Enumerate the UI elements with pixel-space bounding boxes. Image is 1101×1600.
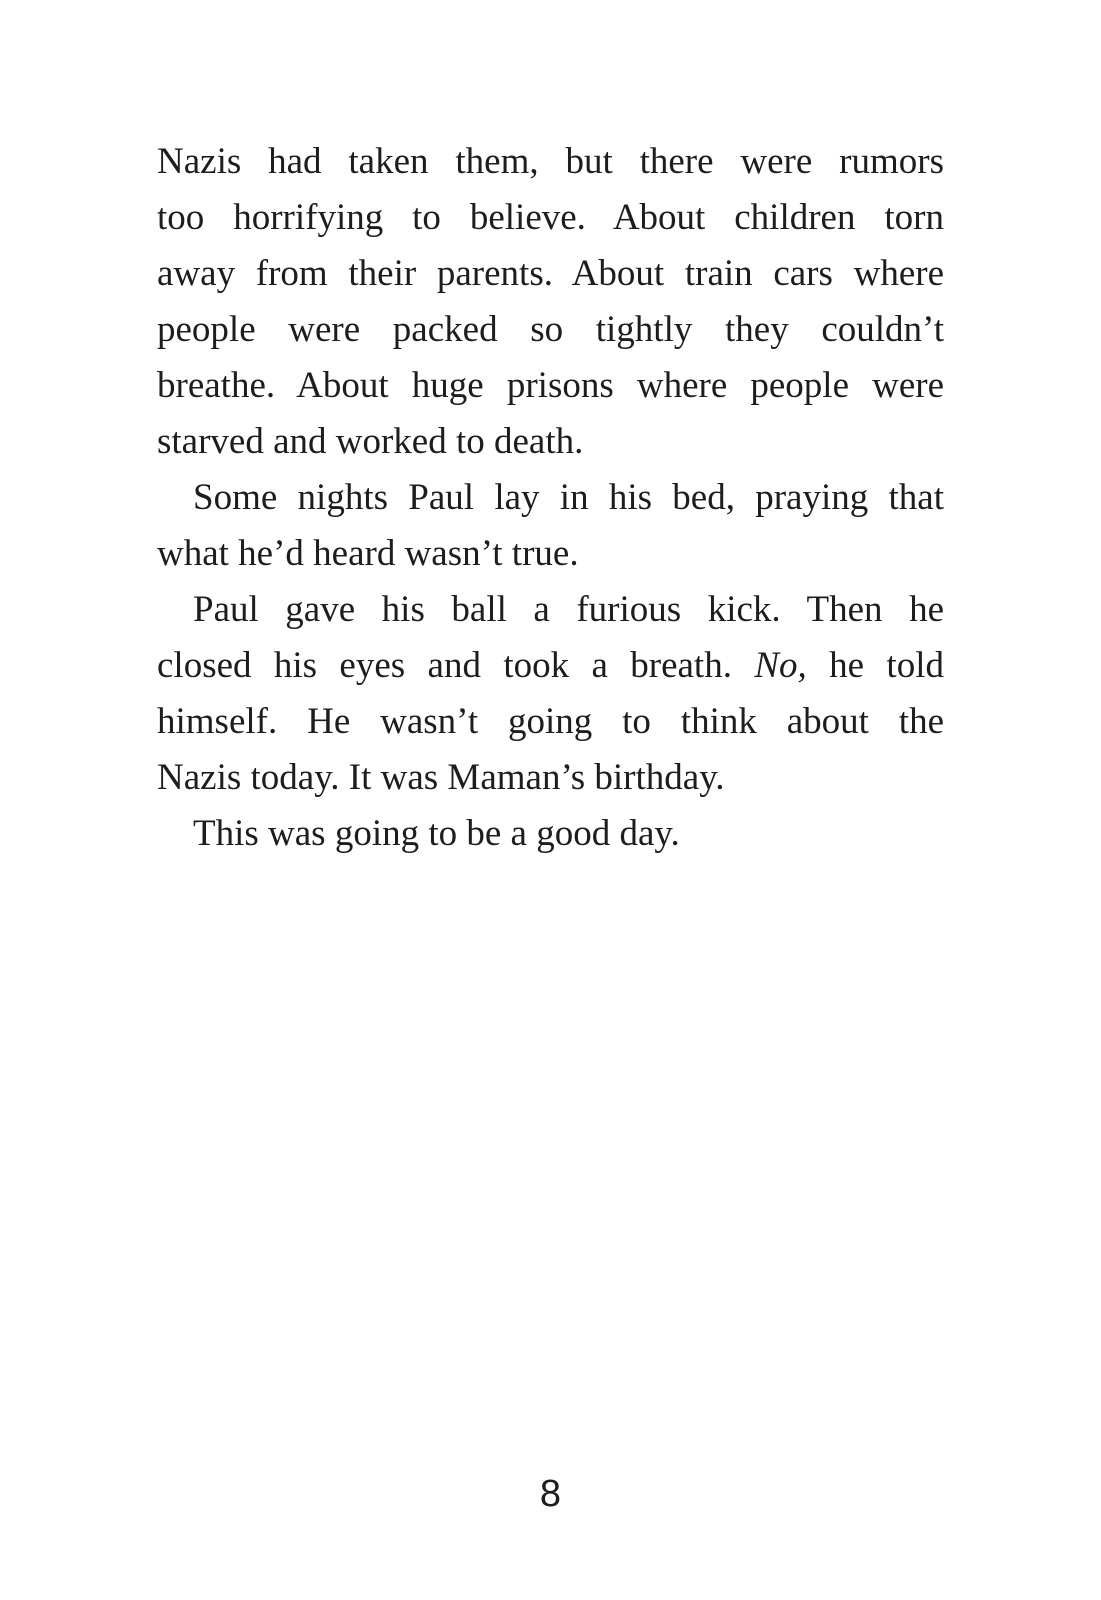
text-line: Nazis had taken them, but there were rumors	[157, 141, 944, 182]
text-line: too horrifying to believe. About children torn	[157, 197, 944, 238]
italic-word: No,	[754, 645, 807, 686]
text-line: This was going to be a good day.	[193, 813, 680, 854]
text-line: people were packed so tightly they couldn’t	[157, 309, 944, 350]
page-number: 8	[539, 1473, 562, 1515]
text-line: closed his eyes and took a breath. No, he told	[157, 645, 944, 686]
text-line: himself. He wasn’t going to think about the	[157, 701, 944, 742]
text-line: Paul gave his ball a furious kick. Then he	[193, 589, 944, 630]
body-text	[157, 134, 944, 862]
text-line: what he’d heard wasn’t true.	[157, 533, 579, 574]
text-line: starved and worked to death.	[157, 421, 584, 462]
text-line: Nazis today. It was Maman’s birthday.	[157, 757, 725, 798]
text-line: breathe. About huge prisons where people were	[157, 365, 944, 406]
text-line: away from their parents. About train cars where	[157, 253, 944, 294]
text-line: Some nights Paul lay in his bed, praying that	[193, 477, 944, 518]
